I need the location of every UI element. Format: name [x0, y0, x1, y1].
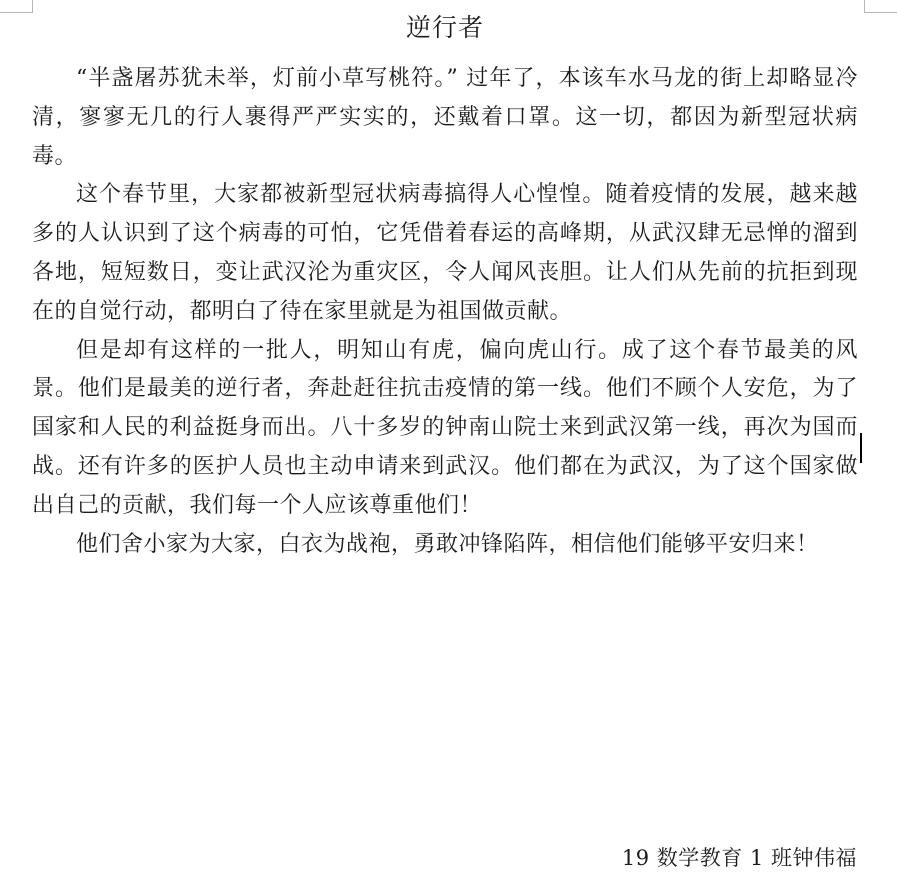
author-signature: 19 数学教育 1 班钟伟福	[621, 846, 857, 870]
paragraph-4: 他们舍小家为大家，白衣为战袍，勇敢冲锋陷阵，相信他们能够平安归来！	[76, 531, 819, 557]
text-cursor	[860, 433, 862, 463]
paragraph-1: “半盏屠苏犹未举，灯前小草写桃符。” 过年了，本该车水马龙的街上却略显冷清，寥寥无几的行人裹得严严实实的，还戴着口罩。这一切，都因为新型冠状病毒。	[32, 66, 858, 169]
document-title: 逆行者	[405, 13, 484, 42]
page-corner-mark-right	[864, 0, 897, 13]
paragraph-3: 但是却有这样的一批人，明知山有虎，偏向虎山行。成了这个春节最美的风景。他们是最美的逆行者，奔赴赶往抗击疫情的第一线。他们不顾个人安危，为了国家和人民的利益挺身而出。八十多岁的钟南山院士来到武汉第一线，再次为国而战。还有许多的医护人员也主动申请来到武汉。他们都在为武汉，为了这个国家做出自己的贡献，我们每一个人应该尊重他们！	[32, 337, 858, 518]
page-corner-mark-left	[0, 0, 33, 13]
document-body[interactable]	[32, 8, 858, 564]
paragraph-2: 这个春节里，大家都被新型冠状病毒搞得人心惶惶。随着疫情的发展，越来越多的人认识到了这个病毒的可怕，它凭借着春运的高峰期，从武汉肆无忌惮的溜到各地，短短数日，变让武汉沦为重灾区，令人闻风丧胆。让人们从先前的抗拒到现在的自觉行动，都明白了待在家里就是为祖国做贡献。	[32, 182, 858, 324]
